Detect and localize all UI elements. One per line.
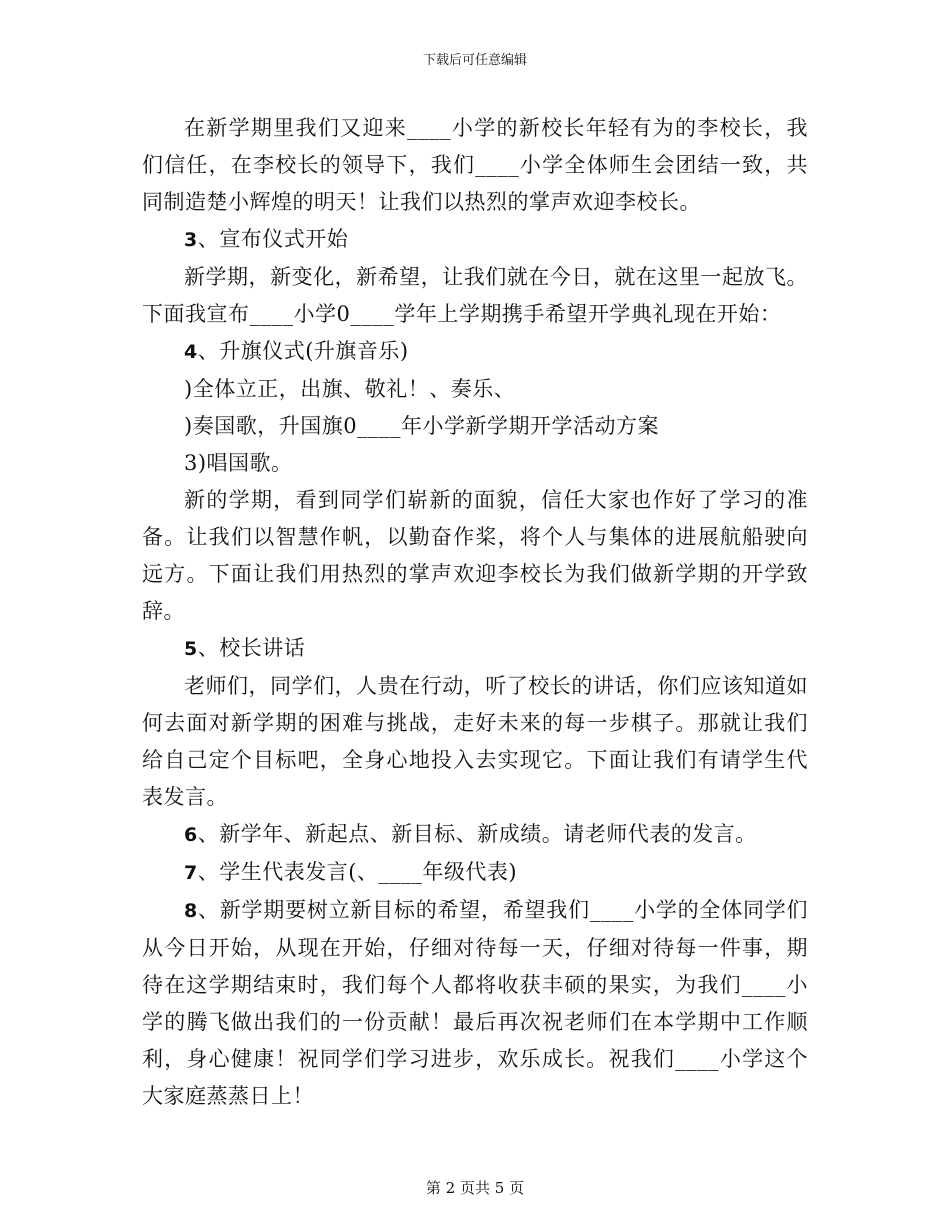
heading-announce-ceremony	[142, 221, 808, 259]
item-number: 7	[184, 862, 198, 884]
heading-teacher-representative	[142, 816, 808, 854]
paragraph-text: 在新学期里我们又迎来____小学的新校长年轻有为的李校长，我们信任，在李校长的领导下，我们____小学全体师生会团结一致，共同制造楚小辉煌的明天！让我们以热烈的掌声欢迎李校长。	[142, 116, 808, 214]
heading-principal-speech	[142, 630, 808, 668]
paragraph-text: 、新学期要树立新目标的希望，希望我们____小学的全体同学们从今日开始，从现在开始，仔细对待每一天，仔细对待每一件事，期待在这学期结束时，我们每个人都将收获丰硕的果实，为我们____小学的腾飞做出我们的一份贡献！最后再次祝老师们在本学期中工作顺利，身心健康！祝同学们学习进步，欢乐成长。祝我们____小学这个大家庭蒸蒸日上！	[142, 898, 808, 1108]
item-number: 6	[184, 824, 198, 846]
heading-text: 、升旗仪式(升旗音乐)	[197, 339, 409, 363]
paragraph-new-look	[142, 482, 808, 630]
item-number: 3	[184, 229, 198, 251]
heading-text: 、校长讲话	[197, 636, 306, 660]
heading-text: 、新学年、新起点、新目标、新成绩。请老师代表的发言。	[197, 822, 757, 846]
paragraph-new-semester	[142, 259, 808, 333]
heading-flag-raising	[142, 333, 808, 371]
heading-student-representative	[142, 854, 808, 892]
paragraph-closing-wishes	[142, 892, 808, 1115]
paragraph-flag-step-3	[142, 445, 808, 482]
paragraph-flag-step-1	[142, 371, 808, 408]
page-header: 下载后可任意编辑	[422, 53, 527, 68]
paragraph-text: 新学期，新变化，新希望，让我们就在今日，就在这里一起放飞。下面我宣布____小学0____学年上学期携手希望开学典礼现在开始：	[142, 265, 808, 326]
paragraph-text: 老师们，同学们，人贵在行动，听了校长的讲话，你们应该知道如何去面对新学期的困难与挑战，走好未来的每一步棋子。那就让我们给自己定个目标吧，全身心地投入去实现它。下面让我们有请学生代表发言。	[142, 674, 808, 809]
heading-text: 、学生代表发言(、____年级代表)	[197, 860, 518, 884]
paragraph-welcome-principal	[142, 110, 808, 221]
document-body	[142, 110, 808, 1115]
paragraph-flag-step-2	[142, 408, 808, 445]
paragraph-text: )全体立正，出旗、敬礼！、奏乐、	[184, 377, 516, 401]
paragraph-text: )奏国歌，升国旗0____年小学新学期开学活动方案	[184, 414, 660, 438]
item-number: 8	[184, 900, 198, 922]
page-number: 第 2 页共 5 页	[425, 1179, 525, 1197]
item-number: 5	[184, 638, 198, 660]
paragraph-teachers-students	[142, 668, 808, 816]
paragraph-text: 新的学期，看到同学们崭新的面貌，信任大家也作好了学习的准备。让我们以智慧作帆，以勤奋作桨，将个人与集体的进展航船驶向远方。下面让我们用热烈的掌声欢迎李校长为我们做新学期的开学致辞。	[142, 488, 808, 623]
item-number: 4	[184, 341, 198, 363]
paragraph-text: 3)唱国歌。	[184, 451, 293, 475]
heading-text: 、宣布仪式开始	[197, 227, 349, 251]
